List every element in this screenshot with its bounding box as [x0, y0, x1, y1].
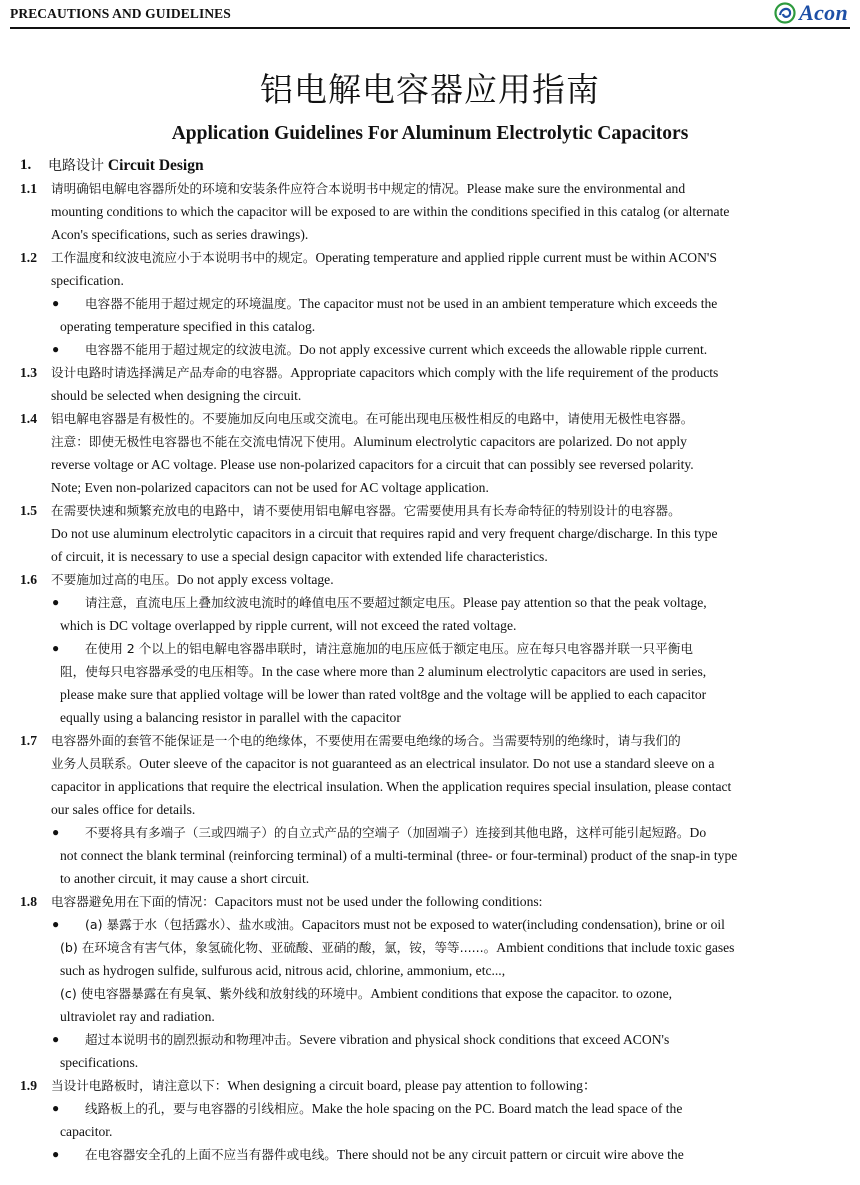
text-line — [18, 775, 834, 798]
english-text: Do — [689, 825, 707, 840]
english-text: Capacitors must not be used under the following conditions: — [214, 894, 543, 909]
chinese-text: 阻，使每只电容器承受的电压相等。 — [60, 664, 262, 679]
english-text: Ambient conditions that expose the capacitor. to ozone, — [370, 986, 673, 1001]
acon-swirl-logo-icon — [774, 2, 796, 24]
english-text: ultraviolet ray and radiation. — [60, 1009, 215, 1024]
english-text: Capacitors must not be exposed to water(including condensation), brine or oil — [301, 917, 725, 932]
english-text: Do not apply excessive current which exceeds the allowable ripple current. — [299, 342, 708, 357]
page-header — [10, 0, 850, 29]
text-line — [18, 200, 834, 223]
line-text — [18, 664, 706, 679]
english-text: Ambient conditions that include toxic gases — [496, 940, 735, 955]
chinese-text: 业务人员联系。 — [51, 756, 140, 771]
english-text: should be selected when designing the circuit. — [51, 388, 302, 403]
text-line — [18, 867, 834, 890]
text-line — [18, 1097, 834, 1120]
chinese-text: 请明确铝电解电容器所处的环境和安装条件应符合本说明书中规定的情况。 — [51, 181, 467, 196]
line-text — [18, 733, 681, 748]
line-text — [18, 618, 516, 633]
english-text: Outer sleeve of the capacitor is not guaranteed as an electrical insulator. Do not use a standard sleeve on a — [139, 756, 715, 771]
text-line — [18, 959, 834, 982]
text-line — [18, 1074, 834, 1097]
text-line — [18, 499, 834, 522]
header-title: PRECAUTIONS AND GUIDELINES — [10, 6, 231, 21]
chinese-text: (c) 使电容器暴露在有臭氧、紫外线和放射线的环境中。 — [60, 986, 371, 1001]
bullet-icon: ● — [52, 342, 60, 356]
text-line — [18, 223, 834, 246]
chinese-text: 在电容器安全孔的上面不应当有器件或电线。 — [85, 1147, 337, 1162]
line-text — [18, 319, 315, 334]
item-number: 1.9 — [20, 1078, 37, 1093]
english-text: Do not use aluminum electrolytic capacitors in a circuit that requires rapid and very frequent charge/discharge. In this type — [51, 526, 718, 541]
chinese-text: 当设计电路板时，请注意以下： — [51, 1078, 228, 1093]
english-text: Aluminum electrolytic capacitors are polarized. Do not apply — [353, 434, 687, 449]
english-text: specification. — [51, 273, 124, 288]
text-line — [18, 1028, 834, 1051]
chinese-text: (b) 在环境含有害气体，象氢硫化物、亚硫酸、亚硝的酸，氯，铵，等等......。 — [60, 940, 497, 955]
text-line — [18, 177, 834, 200]
text-line — [18, 844, 834, 867]
bullet-icon: ● — [52, 296, 60, 310]
line-text — [18, 1124, 112, 1139]
line-text — [18, 1147, 684, 1162]
section-number: 1. — [20, 157, 32, 173]
line-text — [18, 595, 707, 610]
text-line — [18, 614, 834, 637]
text-line — [18, 683, 834, 706]
line-text — [18, 388, 301, 403]
english-text: of circuit, it is necessary to use a special design capacitor with extended life characteristics. — [51, 549, 548, 564]
english-text: operating temperature specified in this catalog. — [60, 319, 316, 334]
english-text: reverse voltage or AC voltage. Please use non-polarized capacitors for a circuit that can possibly see reversed polarity. — [51, 457, 694, 472]
text-line — [18, 913, 834, 936]
english-text: Please make sure the environmental and — [466, 181, 686, 196]
english-text: our sales office for details. — [51, 802, 196, 817]
item-number: 1.2 — [20, 250, 37, 265]
item-number: 1.4 — [20, 411, 37, 426]
chinese-text: 电容器不能用于超过规定的纹波电流。 — [85, 342, 300, 357]
text-line — [18, 315, 834, 338]
text-line — [18, 890, 834, 913]
item-number: 1.7 — [20, 733, 37, 748]
bullet-icon: ● — [52, 917, 60, 931]
line-text — [18, 365, 718, 380]
line-text — [18, 1032, 669, 1047]
english-text: Severe vibration and physical shock conditions that exceed ACON's — [299, 1032, 670, 1047]
item-number: 1.3 — [20, 365, 37, 380]
section-title-en: Circuit Design — [107, 157, 204, 174]
text-line — [18, 637, 834, 660]
line-text — [18, 917, 725, 932]
text-line — [18, 982, 834, 1005]
chinese-text: 请注意，直流电压上叠加纹波电流时的峰值电压不要超过额定电压。 — [85, 595, 463, 610]
chinese-text: 工作温度和纹波电流应小于本说明书中的规定。 — [51, 250, 316, 265]
text-line — [18, 706, 834, 729]
line-text — [18, 1055, 138, 1070]
text-line — [18, 361, 834, 384]
english-text: The capacitor must not be used in an ambient temperature which exceeds the — [299, 296, 718, 311]
text-line — [18, 545, 834, 568]
section-heading — [18, 154, 834, 177]
text-line — [18, 476, 834, 499]
item-number: 1.6 — [20, 572, 37, 587]
line-text — [18, 250, 717, 265]
item-number: 1.8 — [20, 894, 37, 909]
line-text — [18, 503, 681, 518]
line-text — [18, 434, 687, 449]
text-line — [18, 568, 834, 591]
company-logo — [774, 0, 848, 26]
line-text — [18, 825, 706, 840]
line-text — [18, 848, 737, 863]
text-line — [18, 1005, 834, 1028]
text-line — [18, 752, 834, 775]
english-text: such as hydrogen sulfide, sulfurous acid, nitrous acid, chlorine, ammonium, etc..., — [60, 963, 506, 978]
title-english: Application Guidelines For Aluminum Electrolytic Capacitors — [171, 123, 689, 144]
bullet-icon: ● — [52, 1032, 60, 1046]
line-text — [18, 457, 694, 472]
section-title-cn: 电路设计 — [48, 158, 104, 174]
english-text: to another circuit, it may cause a short circuit. — [60, 871, 310, 886]
text-line — [18, 522, 834, 545]
chinese-text: 不要将具有多端子（三或四端子）的自立式产品的空端子（加固端子）连接到其他电路，这样可能引起短路。 — [85, 825, 690, 840]
text-line — [18, 384, 834, 407]
chinese-text: 在使用 2 个以上的铝电解电容器串联时，请注意施加的电压应低于额定电压。应在每只电容器并联一只平衡电 — [85, 641, 693, 656]
line-text — [18, 549, 548, 564]
text-line — [18, 798, 834, 821]
bullet-icon: ● — [52, 641, 60, 655]
line-text — [18, 940, 734, 955]
line-text — [18, 779, 731, 794]
text-line — [18, 338, 834, 361]
item-number: 1.1 — [20, 181, 37, 196]
chinese-text: 超过本说明书的剧烈振动和物理冲击。 — [85, 1032, 300, 1047]
document-body — [18, 154, 834, 1166]
line-text — [18, 204, 729, 219]
line-text — [18, 273, 124, 288]
chinese-text: 铝电解电容器是有极性的。不要施加反向电压或交流电。在可能出现电压极性相反的电路中，请使用无极性电容器。 — [51, 411, 694, 426]
text-line — [18, 1143, 834, 1166]
text-line — [18, 407, 834, 430]
chinese-text: (a) 暴露于水（包括露水）、盐水或油。 — [85, 917, 302, 932]
chinese-text: 线路板上的孔，要与电容器的引线相应。 — [85, 1101, 312, 1116]
item-number: 1.5 — [20, 503, 37, 518]
text-line — [18, 591, 834, 614]
english-text: In the case where more than 2 aluminum electrolytic capacitors are used in series, — [261, 664, 707, 679]
english-text: Note; Even non-polarized capacitors can not be used for AC voltage application. — [51, 480, 489, 495]
english-text: There should not be any circuit pattern or circuit wire above the — [336, 1147, 684, 1162]
line-text — [18, 1009, 215, 1024]
english-text: please make sure that applied voltage will be lower than rated volt8ge and the voltage will be applied to each capacitor — [60, 687, 707, 702]
guideline-lines — [18, 177, 834, 1166]
english-text: mounting conditions to which the capacitor will be exposed to are within the conditions specified in this catalog (or alternate — [51, 204, 730, 219]
line-text — [18, 411, 693, 426]
chinese-text: 设计电路时请选择满足产品寿命的电容器。 — [51, 365, 291, 380]
text-line — [18, 821, 834, 844]
text-line — [18, 660, 834, 683]
bullet-icon: ● — [52, 1147, 60, 1161]
chinese-text: 电容器外面的套管不能保证是一个电的绝缘体，不要使用在需要电绝缘的场合。当需要特别的绝缘时，请与我们的 — [51, 733, 681, 748]
text-line — [18, 1120, 834, 1143]
line-text — [18, 526, 718, 541]
english-text: capacitor. — [60, 1124, 113, 1139]
english-text: equally using a balancing resistor in parallel with the capacitor — [60, 710, 401, 725]
english-text: Please pay attention so that the peak voltage, — [462, 595, 707, 610]
english-text: When designing a circuit board, please pay attention to following： — [227, 1078, 597, 1093]
english-text: capacitor in applications that require the electrical insulation. When the application requires special insulation, please contact — [51, 779, 732, 794]
bullet-icon: ● — [52, 595, 60, 609]
text-line — [18, 936, 834, 959]
line-text — [18, 181, 685, 196]
chinese-text: 不要施加过高的电压。 — [51, 572, 177, 587]
line-text — [18, 871, 309, 886]
line-text — [18, 296, 717, 311]
chinese-text: 注意：即使无极性电容器也不能在交流电情况下使用。 — [51, 434, 354, 449]
bullet-icon: ● — [52, 825, 60, 839]
text-line — [18, 292, 834, 315]
line-text — [18, 894, 542, 909]
line-text — [18, 1101, 682, 1116]
line-text — [18, 1078, 597, 1093]
line-text — [18, 227, 308, 242]
bullet-icon: ● — [52, 1101, 60, 1115]
text-line — [18, 269, 834, 292]
line-text — [18, 756, 714, 771]
line-text — [18, 572, 334, 587]
logo-text: Acon — [799, 0, 848, 25]
text-line — [18, 246, 834, 269]
line-text — [18, 687, 706, 702]
text-line — [18, 453, 834, 476]
english-text: not connect the blank terminal (reinforcing terminal) of a multi-terminal (three- or four-terminal) product of the snap-in type — [60, 848, 738, 863]
english-text: Do not apply excess voltage. — [176, 572, 334, 587]
chinese-text: 电容器不能用于超过规定的环境温度。 — [85, 296, 300, 311]
text-line — [18, 729, 834, 752]
title-chinese: 铝电解电容器应用指南 — [260, 70, 600, 109]
line-text — [18, 802, 195, 817]
line-text — [18, 480, 489, 495]
text-line — [18, 430, 834, 453]
text-line — [18, 1051, 834, 1074]
english-text: which is DC voltage overlapped by ripple current, will not exceed the rated voltage. — [60, 618, 517, 633]
english-text: Make the hole spacing on the PC. Board match the lead space of the — [311, 1101, 683, 1116]
line-text — [18, 641, 693, 656]
english-text: Acon's specifications, such as series drawings). — [51, 227, 309, 242]
chinese-text: 在需要快速和频繁充放电的电路中，请不要使用铝电解电容器。它需要使用具有长寿命特征的特别设计的电容器。 — [51, 503, 681, 518]
line-text — [18, 342, 707, 357]
chinese-text: 电容器避免用在下面的情况： — [51, 894, 215, 909]
english-text: specifications. — [60, 1055, 139, 1070]
line-text — [18, 710, 401, 725]
line-text — [18, 963, 505, 978]
english-text: Operating temperature and applied ripple current must be within ACON'S — [315, 250, 717, 265]
line-text — [18, 986, 672, 1001]
english-text: Appropriate capacitors which comply with the life requirement of the products — [290, 365, 719, 380]
